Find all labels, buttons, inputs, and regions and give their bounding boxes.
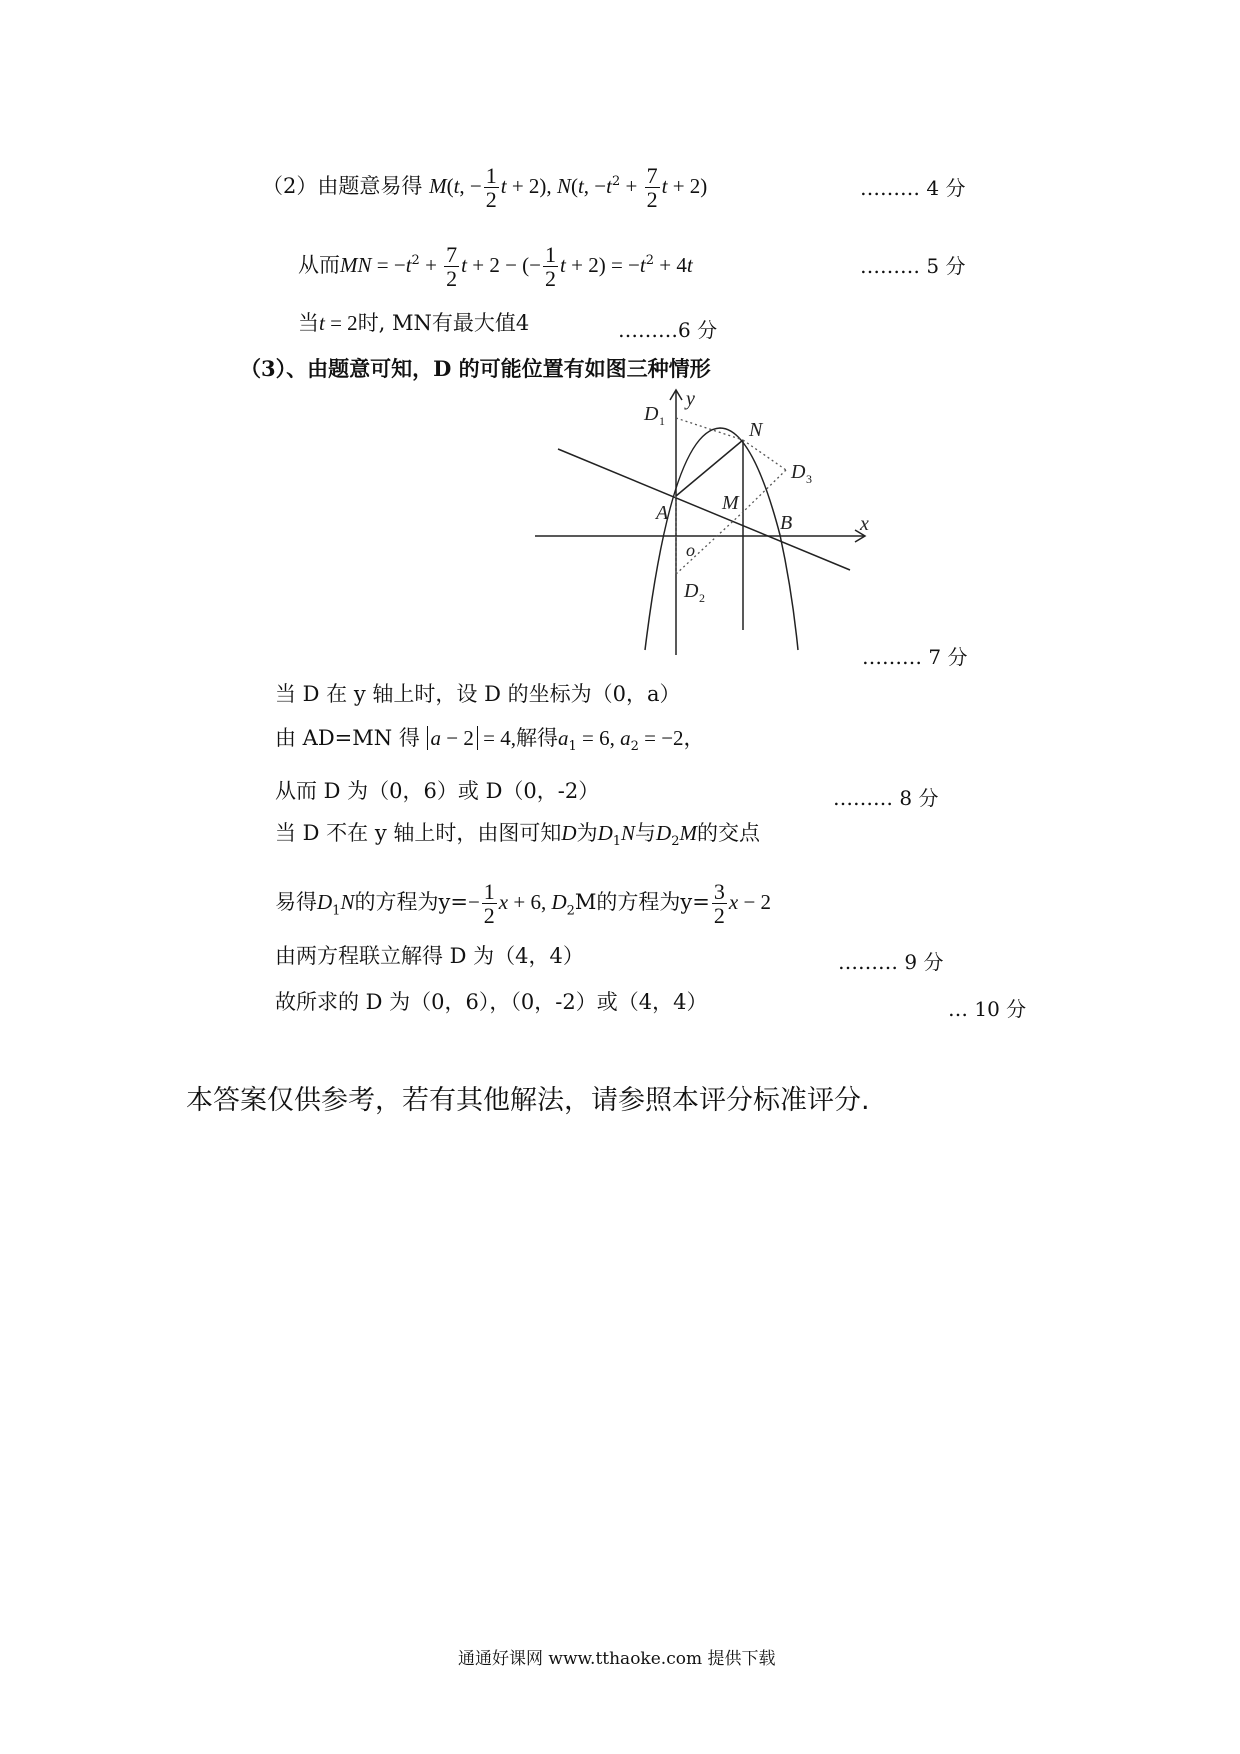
label-d3: D — [791, 461, 806, 483]
label-m: M — [722, 492, 739, 514]
part2-line1: （2）由题意易得 M(t, − $\frac{1}{2}$ t + 2), N(t, $-t^2$ + $\frac{7}{2}$ t + 2) — [262, 163, 708, 213]
part3-step7-score: … 10 分 — [948, 997, 1027, 1021]
part3-step6: 由两方程联立解得 D 为（4，4） — [275, 944, 584, 968]
part3-step2: 由 AD=MN 得 a − 2 = 4,解得$a_1 = 6$, $a_2 = -2$， — [275, 726, 705, 755]
label-n: N — [749, 419, 763, 441]
dotted-d3m — [743, 470, 786, 512]
part3-step6-score: ……… 9 分 — [838, 950, 944, 974]
label-d1: D — [644, 403, 659, 425]
label-d1-sub: 1 — [659, 414, 665, 428]
label-b: B — [780, 512, 793, 534]
part2-line3: 当t = 2时, MN有最大值4 — [298, 311, 530, 335]
label-a: A — [656, 502, 669, 524]
geometry-figure — [530, 385, 870, 660]
reference-note: 本答案仅供参考，若有其他解法，请参照本评分标准评分. — [186, 1085, 870, 1116]
dotted-d1n — [676, 418, 743, 440]
label-d2: D — [684, 580, 699, 602]
part3-step3: 从而 D 为（0，6）或 D（0，-2） — [275, 779, 600, 803]
dotted-nd3 — [743, 440, 786, 470]
label-d2-sub: 2 — [699, 591, 705, 605]
part2-line1-score: ……… 4 分 — [860, 176, 966, 200]
part2-line2-score: ……… 5 分 — [860, 254, 966, 278]
segment-an — [676, 440, 743, 496]
part3-heading: （3）、由题意可知，D 的可能位置有如图三种情形 — [240, 356, 711, 381]
label-y: y — [686, 388, 695, 410]
label-o: o — [686, 540, 695, 560]
part3-step7: 故所求的 D 为（0，6），（0，-2）或（4，4） — [275, 990, 708, 1014]
label-x: x — [860, 513, 869, 535]
part2-line3-score: ………6 分 — [618, 318, 718, 342]
figure-score: ……… 7 分 — [862, 645, 968, 669]
footer-text: 通通好课网 www.tthaoke.com 提供下载 — [458, 1649, 776, 1669]
part2-line2: 从而MN = $-t^2$ + $\frac{7}{2}$ t + 2 − (− $\frac{1}{2}$ $t + 2) = -t^2 + 4t$ — [298, 242, 693, 292]
part2-label: （2）由题意易得 — [262, 174, 423, 199]
part3-step5: 易得$D_1N$的方程为y=− $\frac{1}{2}$ x + 6, $D_2M$的方程为y= $\frac{3}{2}$ x − 2 — [275, 879, 772, 929]
part3-step3-score: ……… 8 分 — [833, 786, 939, 810]
label-d3-sub: 3 — [806, 472, 812, 486]
line-ab — [558, 449, 850, 570]
part3-step4: 当 D 不在 y 轴上时，由图可知D为$D_1N$与$D_2M$的交点 — [275, 821, 760, 850]
part3-step1: 当 D 在 y 轴上时，设 D 的坐标为（0，a） — [275, 682, 681, 706]
